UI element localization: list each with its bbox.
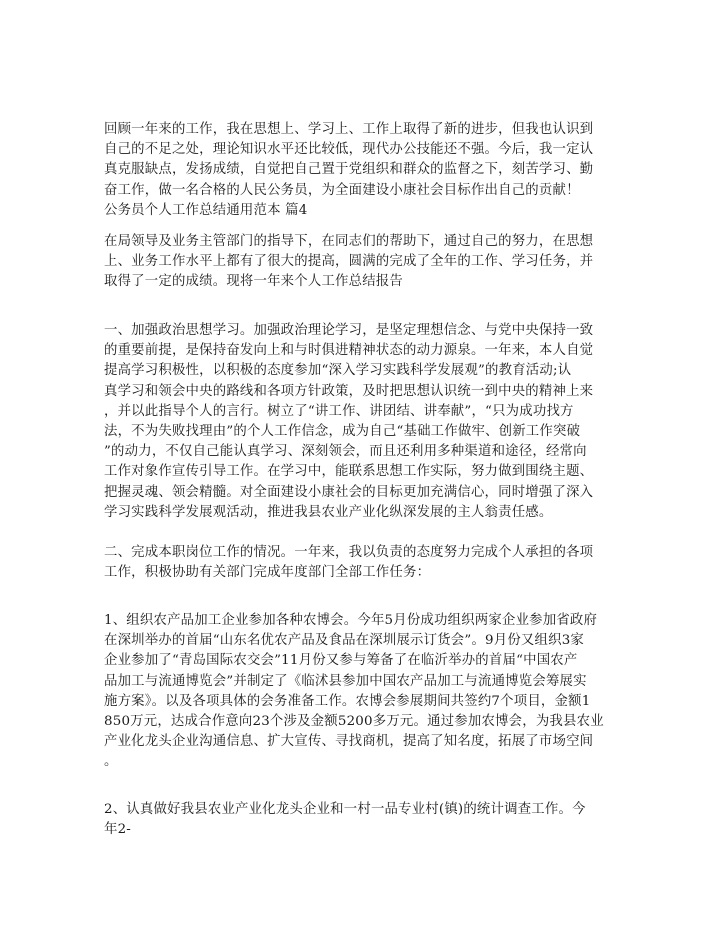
text-line: 自己的不足之处，理论知识水平还比较低，现代办公技能还不强。今后，我一定认 (104, 142, 594, 158)
text-line: 真克服缺点，发扬成绩，自觉把自己置于党组织和群众的监督之下，刻苦学习、勤 (104, 162, 594, 178)
paragraph-political-study (104, 321, 620, 523)
text-line: 学习实践科学发展观活动，推进我县农业产业化纵深发展的主人翁责任感。 (104, 504, 553, 520)
text-line: 850万元，达成合作意向23个涉及金额5200多万元。通过参加农博会，为我县农业 (104, 714, 604, 730)
text-line: 奋工作，做一名合格的人民公务员，为全面建设小康社会目标作出自己的贡献！ (104, 182, 580, 198)
text-line: ，并以此指导个人的言行。树立了“讲工作、讲团结、讲奉献”，“只为成功找方 (104, 403, 574, 419)
paragraph-agri-expo (104, 611, 620, 773)
text-line: 工作对象作宣传引导工作。在学习中，能联系思想工作实际，努力做到围绕主题、 (104, 464, 594, 480)
text-line: 一、加强政治思想学习。加强政治理论学习，是坚定理想信念、与党中央保持一致 (104, 323, 594, 338)
text-line: 提高学习积极性，以积极的态度参加“深入学习实践科学发展观”的教育活动;认 (104, 363, 572, 379)
paragraph-intro (104, 232, 620, 293)
text-line: 上、业务工作水平上都有了很大的提高，圆满的完成了全年的工作、学习任务，并 (104, 254, 594, 270)
text-line: 产业化龙头企业沟通信息、扩大宣传、寻找商机，提高了知名度，拓展了市场空间 (104, 734, 594, 750)
text-line: 法，不为失败找理由”的个人工作信念，成为自己“基础工作做牢、创新工作突破 (104, 424, 581, 440)
text-line: ”的动力，不仅自己能认真学习、深刻领会，而且还利用多种渠道和途径，经常向 (104, 444, 587, 460)
text-line: 回顾一年来的工作，我在思想上、学习上、工作上取得了新的进步，但我也认识到 (104, 122, 594, 137)
paragraph-statistics-survey (104, 800, 620, 840)
text-line: 2、认真做好我县农业产业化龙头企业和一村一品专业村(镇)的统计调查工作。今 (104, 802, 586, 817)
text-line: 在局领导及业务主管部门的指导下，在同志们的帮助下，通过自己的努力，在思想 (104, 234, 594, 249)
text-line: 工作，积极协助有关部门完成年度部门全部工作任务： (104, 565, 431, 581)
text-line: 。 (104, 754, 118, 770)
paragraph-review (104, 120, 620, 221)
text-line: 企业参加了“青岛国际农交会”11月份又参与筹备了在临沂举办的首届“中国农产 (104, 653, 578, 669)
text-line: 取得了一定的成绩。现将一年来个人工作总结报告 (104, 274, 403, 290)
text-line: 1、组织农产品加工企业参加各种农博会。今年5月份成功组织两家企业参加省政府 (104, 613, 598, 628)
paragraph-job-duties (104, 543, 620, 583)
text-line: 二、完成本职岗位工作的情况。一年来，我以负责的态度努力完成个人承担的各项 (104, 545, 594, 560)
section-heading: 公务员个人工作总结通用范本 篇4 (104, 202, 308, 218)
text-line: 施方案》。以及各项具体的会务准备工作。农博会参展期间共签约7个项目，金额1 (104, 693, 591, 709)
text-line: 的重要前提，是保持奋发向上和与时俱进精神状态的动力源泉。一年来，本人自觉 (104, 343, 594, 359)
text-line: 品加工与流通博览会”并制定了《临沭县参加中国农产品加工与流通博览会筹展实 (104, 673, 587, 689)
text-line: 在深圳举办的首届“山东名优农产品及食品在深圳展示订货会”。9月份又组织3家 (104, 633, 585, 649)
text-line: 年2- (104, 822, 132, 838)
text-line: 真学习和领会中央的路线和各项方针政策，及时把思想认识统一到中央的精神上来 (104, 383, 594, 399)
text-line: 把握灵魂、领会精髓。对全面建设小康社会的目标更加充满信心，同时增强了深入 (104, 484, 594, 500)
